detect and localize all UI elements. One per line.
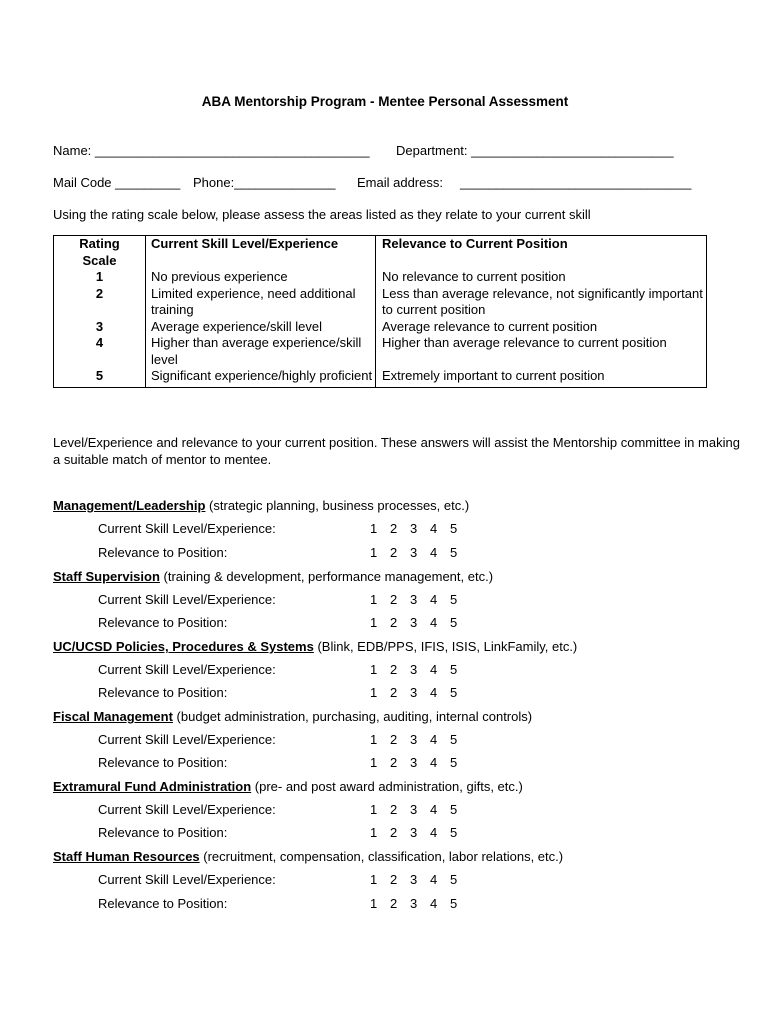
rating-3: 3: [54, 319, 146, 336]
phone-label: Phone:: [193, 175, 235, 190]
rating-option-5[interactable]: 5: [450, 685, 458, 700]
rating-option-1[interactable]: 1: [370, 825, 378, 840]
rating-option-4[interactable]: 4: [430, 521, 438, 536]
rating-options-relevance[interactable]: [370, 896, 470, 911]
rating-option-3[interactable]: 3: [410, 896, 418, 911]
rating-option-1[interactable]: 1: [370, 521, 378, 536]
department-label: Department:: [396, 143, 468, 158]
question-label: Current Skill Level/Experience:: [98, 802, 276, 817]
rating-option-2[interactable]: 2: [390, 732, 398, 747]
rating-option-4[interactable]: 4: [430, 825, 438, 840]
rating-option-4[interactable]: 4: [430, 732, 438, 747]
rating-options-skill[interactable]: [370, 521, 470, 536]
rating-options-relevance[interactable]: [370, 685, 470, 700]
page-title: ABA Mentorship Program - Mentee Personal Assessment: [201, 94, 569, 109]
name-blank[interactable]: ______________________________________: [94, 143, 370, 158]
rating-option-4[interactable]: 4: [430, 755, 438, 770]
rating-option-3[interactable]: 3: [410, 732, 418, 747]
rating-4: 4: [54, 335, 146, 368]
relevance-5: Extremely important to current position: [376, 368, 707, 387]
rating-option-5[interactable]: 5: [450, 872, 458, 887]
explanation-paragraph: Level/Experience and relevance to your current position. These answers will assist the Mentorship committee in making a suitable match of mentor to mentee.: [53, 435, 740, 467]
rating-option-2[interactable]: 2: [390, 896, 398, 911]
rating-option-3[interactable]: 3: [410, 872, 418, 887]
rating-option-2[interactable]: 2: [390, 802, 398, 817]
question-label: Current Skill Level/Experience:: [98, 872, 276, 887]
category-policies-procedures-systems: [53, 639, 577, 654]
question-label: Relevance to Position:: [98, 545, 228, 560]
category-desc: (pre- and post award administration, gifts, etc.): [251, 779, 523, 794]
department-blank[interactable]: ____________________________: [471, 143, 674, 158]
relevance-1: No relevance to current position: [376, 269, 707, 286]
rating-option-1[interactable]: 1: [370, 802, 378, 817]
rating-option-2[interactable]: 2: [390, 545, 398, 560]
rating-5: 5: [54, 368, 146, 387]
instruction-text: Using the rating scale below, please assess the areas listed as they relate to your current skill: [53, 207, 591, 222]
category-title: Extramural Fund Administration: [53, 779, 252, 794]
rating-option-3[interactable]: 3: [410, 592, 418, 607]
mailcode-blank[interactable]: _________: [115, 175, 181, 190]
question-label: Relevance to Position:: [98, 825, 228, 840]
category-desc: (strategic planning, business processes, etc.): [205, 498, 470, 513]
rating-option-1[interactable]: 1: [370, 896, 378, 911]
relevance-3: Average relevance to current position: [376, 319, 707, 336]
rating-option-3[interactable]: 3: [410, 685, 418, 700]
rating-option-3[interactable]: 3: [410, 825, 418, 840]
rating-option-1[interactable]: 1: [370, 685, 378, 700]
category-staff-human-resources: [53, 849, 563, 864]
rating-option-5[interactable]: 5: [450, 521, 458, 536]
rating-options-skill[interactable]: [370, 732, 470, 747]
rating-options-relevance[interactable]: [370, 615, 470, 630]
rating-options-skill[interactable]: [370, 802, 470, 817]
email-label: Email address:: [357, 175, 443, 190]
rating-option-3[interactable]: 3: [410, 545, 418, 560]
rating-option-4[interactable]: 4: [430, 592, 438, 607]
rating-1: 1: [54, 269, 146, 286]
rating-option-1[interactable]: 1: [370, 872, 378, 887]
rating-scale-table: [53, 235, 707, 388]
rating-option-2[interactable]: 2: [390, 825, 398, 840]
rating-option-4[interactable]: 4: [430, 662, 438, 677]
rating-option-5[interactable]: 5: [450, 896, 458, 911]
rating-option-3[interactable]: 3: [410, 615, 418, 630]
category-title: Staff Human Resources: [53, 849, 200, 864]
skill-1: No previous experience: [146, 269, 376, 286]
skill-4: Higher than average experience/skill level: [146, 335, 376, 368]
rating-option-1[interactable]: 1: [370, 545, 378, 560]
question-label: Relevance to Position:: [98, 615, 228, 630]
phone-blank[interactable]: ______________: [234, 175, 336, 190]
name-label: Name:: [53, 143, 92, 158]
relevance-2: Less than average relevance, not significantly important to current position: [376, 286, 707, 319]
rating-option-5[interactable]: 5: [450, 755, 458, 770]
question-label: Current Skill Level/Experience:: [98, 592, 276, 607]
rating-option-1[interactable]: 1: [370, 615, 378, 630]
mailcode-label: Mail Code: [53, 175, 112, 190]
department-field[interactable]: [396, 143, 674, 158]
category-desc: (training & development, performance management, etc.): [159, 569, 494, 584]
email-field[interactable]: [357, 175, 443, 190]
rating-option-4[interactable]: 4: [430, 872, 438, 887]
rating-option-2[interactable]: 2: [390, 615, 398, 630]
skill-5: Significant experience/highly proficient: [146, 368, 376, 387]
header-skill: Current Skill Level/Experience: [146, 236, 376, 270]
mailcode-field[interactable]: [53, 175, 180, 190]
rating-option-2[interactable]: 2: [390, 872, 398, 887]
category-desc: (Blink, EDB/PPS, IFIS, ISIS, LinkFamily, etc.): [313, 639, 578, 654]
rating-options-relevance[interactable]: [370, 825, 470, 840]
rating-options-skill[interactable]: [370, 662, 470, 677]
rating-options-skill[interactable]: [370, 872, 470, 887]
category-title: Fiscal Management: [53, 709, 173, 724]
question-label: Relevance to Position:: [98, 685, 228, 700]
category-title: Staff Supervision: [53, 569, 160, 584]
header-rating: [54, 236, 146, 270]
rating-option-2[interactable]: 2: [390, 685, 398, 700]
category-staff-supervision: [53, 569, 493, 584]
rating-option-5[interactable]: 5: [450, 802, 458, 817]
rating-options-skill[interactable]: [370, 592, 470, 607]
rating-option-1[interactable]: 1: [370, 755, 378, 770]
rating-option-5[interactable]: 5: [450, 732, 458, 747]
rating-option-4[interactable]: 4: [430, 896, 438, 911]
category-desc: (recruitment, compensation, classification, labor relations, etc.): [199, 849, 564, 864]
category-extramural-fund-administration: [53, 779, 523, 794]
rating-options-relevance[interactable]: [370, 545, 470, 560]
rating-options-relevance[interactable]: [370, 755, 470, 770]
question-label: Current Skill Level/Experience:: [98, 732, 276, 747]
rating-option-4[interactable]: 4: [430, 545, 438, 560]
category-title: UC/UCSD Policies, Procedures & Systems: [53, 639, 314, 654]
relevance-4: Higher than average relevance to current position: [376, 335, 707, 368]
rating-option-4[interactable]: 4: [430, 685, 438, 700]
rating-option-5[interactable]: 5: [450, 545, 458, 560]
rating-option-3[interactable]: 3: [410, 802, 418, 817]
question-label: Relevance to Position:: [98, 896, 228, 911]
category-management-leadership: [53, 498, 469, 513]
question-label: Current Skill Level/Experience:: [98, 521, 276, 536]
rating-option-5[interactable]: 5: [450, 592, 458, 607]
rating-option-2[interactable]: 2: [390, 662, 398, 677]
rating-option-5[interactable]: 5: [450, 662, 458, 677]
rating-option-2[interactable]: 2: [390, 521, 398, 536]
skill-3: Average experience/skill level: [146, 319, 376, 336]
rating-option-3[interactable]: 3: [410, 521, 418, 536]
rating-option-3[interactable]: 3: [410, 662, 418, 677]
question-label: Current Skill Level/Experience:: [98, 662, 276, 677]
rating-2: 2: [54, 286, 146, 319]
rating-option-5[interactable]: 5: [450, 615, 458, 630]
rating-option-2[interactable]: 2: [390, 592, 398, 607]
rating-option-1[interactable]: 1: [370, 662, 378, 677]
header-relevance: Relevance to Current Position: [376, 236, 707, 270]
rating-option-4[interactable]: 4: [430, 615, 438, 630]
rating-option-1[interactable]: 1: [370, 592, 378, 607]
category-fiscal-management: [53, 709, 532, 724]
header-rating-text: Rating Scale: [79, 236, 120, 268]
category-desc: (budget administration, purchasing, auditing, internal controls): [172, 709, 533, 724]
rating-option-1[interactable]: 1: [370, 732, 378, 747]
skill-2: Limited experience, need additional training: [146, 286, 376, 319]
rating-option-5[interactable]: 5: [450, 825, 458, 840]
category-title: Management/Leadership: [53, 498, 206, 513]
rating-option-3[interactable]: 3: [410, 755, 418, 770]
phone-field[interactable]: [193, 175, 335, 190]
rating-option-2[interactable]: 2: [390, 755, 398, 770]
question-label: Relevance to Position:: [98, 755, 228, 770]
rating-option-4[interactable]: 4: [430, 802, 438, 817]
name-field[interactable]: [53, 143, 370, 158]
email-blank[interactable]: ________________________________: [460, 175, 692, 190]
